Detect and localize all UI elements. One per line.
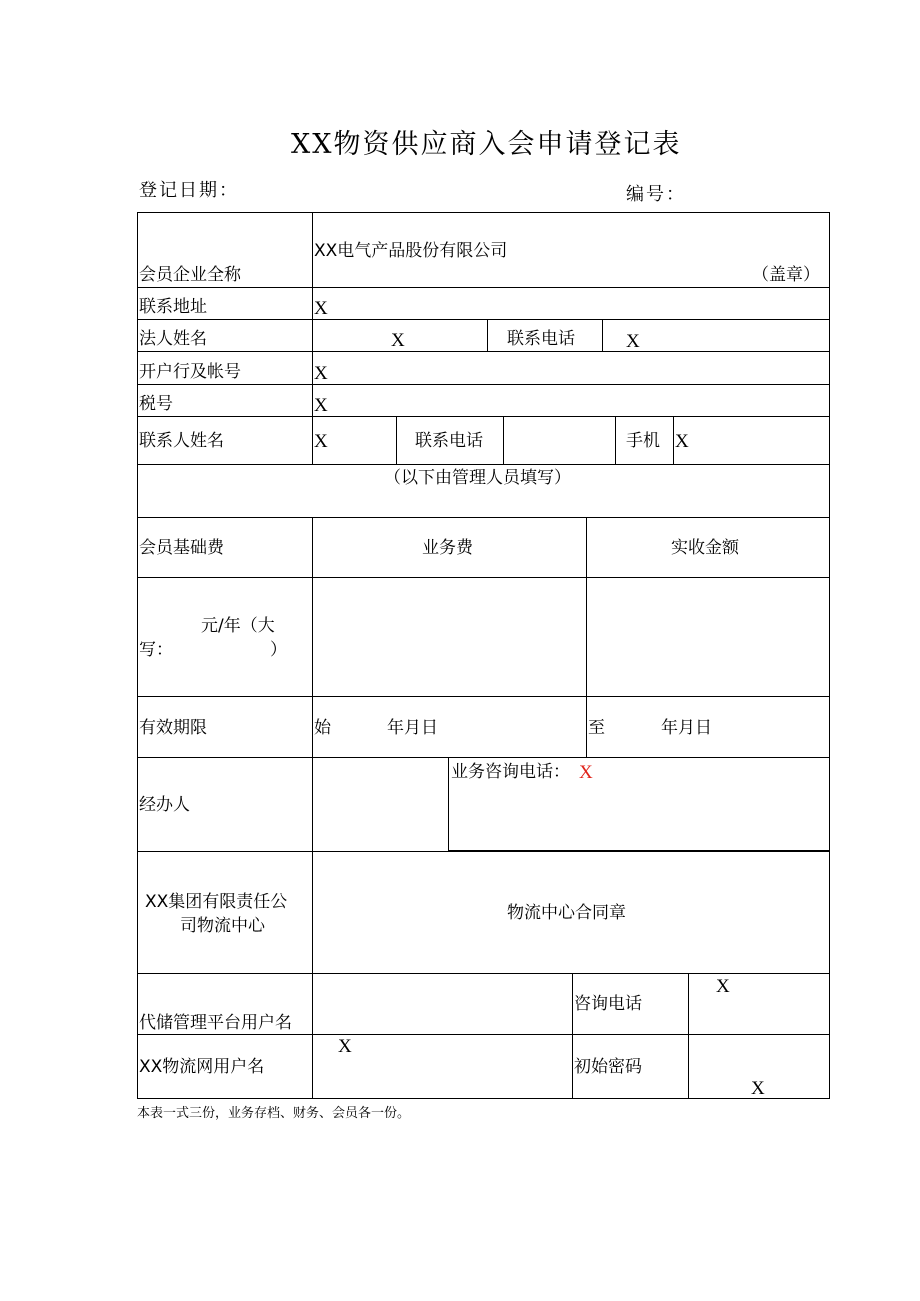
- group-name-line1: XX集团有限责任公: [145, 892, 288, 912]
- legal-person-value[interactable]: X: [391, 330, 405, 351]
- legal-person-label: 法人姓名: [139, 329, 207, 349]
- base-fee-label: 会员基础费: [139, 538, 224, 558]
- contact-phone-label: 联系电话: [415, 431, 483, 451]
- received-amount-label: 实收金额: [671, 538, 739, 558]
- validity-label: 有效期限: [139, 718, 207, 738]
- net-user-value[interactable]: X: [338, 1036, 352, 1057]
- legal-phone-value[interactable]: X: [626, 331, 640, 352]
- per-year-line1: 元/年（大: [201, 616, 275, 636]
- per-year-line2: 写：: [139, 640, 173, 660]
- validity-start-label: 始: [314, 718, 331, 738]
- address-label: 联系地址: [139, 297, 207, 317]
- validity-start-date[interactable]: 年月日: [387, 718, 438, 738]
- inquiry-phone-label: 咨询电话: [574, 994, 642, 1014]
- page-title: XX物资供应商入会申请登记表: [291, 129, 682, 160]
- inquiry-phone-value[interactable]: X: [716, 976, 730, 997]
- validity-end-date[interactable]: 年月日: [661, 718, 712, 738]
- handler-label: 经办人: [139, 795, 190, 815]
- net-user-label: XX物流网用户名: [139, 1057, 265, 1077]
- per-year-close: ）: [270, 640, 287, 660]
- consult-phone-value[interactable]: X: [579, 762, 593, 783]
- business-fee-label: 业务费: [422, 538, 473, 558]
- mobile-label: 手机: [626, 431, 660, 451]
- initial-password-value[interactable]: X: [751, 1078, 765, 1099]
- initial-password-label: 初始密码: [574, 1057, 642, 1077]
- number-label: 编号：: [626, 184, 686, 205]
- platform-user-label: 代储管理平台用户名: [139, 1013, 292, 1033]
- address-value[interactable]: X: [314, 298, 328, 319]
- group-name-line2: 司物流中心: [180, 916, 265, 936]
- footer-note: 本表一式三份，业务存档、财务、会员各一份。: [137, 1106, 411, 1121]
- registration-date-label: 登记日期：: [139, 180, 239, 201]
- seal-mark: （盖章）: [752, 265, 820, 285]
- validity-end-label: 至: [588, 718, 605, 738]
- mobile-value[interactable]: X: [675, 431, 689, 452]
- tax-id-label: 税号: [139, 394, 173, 414]
- member-name-label: 会员企业全称: [139, 265, 241, 285]
- bank-account-label: 开户行及帐号: [139, 362, 241, 382]
- consult-phone-label: 业务咨询电话：: [451, 762, 570, 782]
- contract-seal-label: 物流中心合同章: [507, 903, 626, 923]
- admin-note: （以下由管理人员填写）: [384, 468, 571, 488]
- contact-person-label: 联系人姓名: [139, 431, 224, 451]
- company-name-value[interactable]: XX电气产品股份有限公司: [314, 241, 508, 261]
- tax-id-value[interactable]: X: [314, 395, 328, 416]
- legal-phone-label: 联系电话: [507, 329, 575, 349]
- bank-account-value[interactable]: X: [314, 363, 328, 384]
- contact-person-value[interactable]: X: [314, 431, 328, 452]
